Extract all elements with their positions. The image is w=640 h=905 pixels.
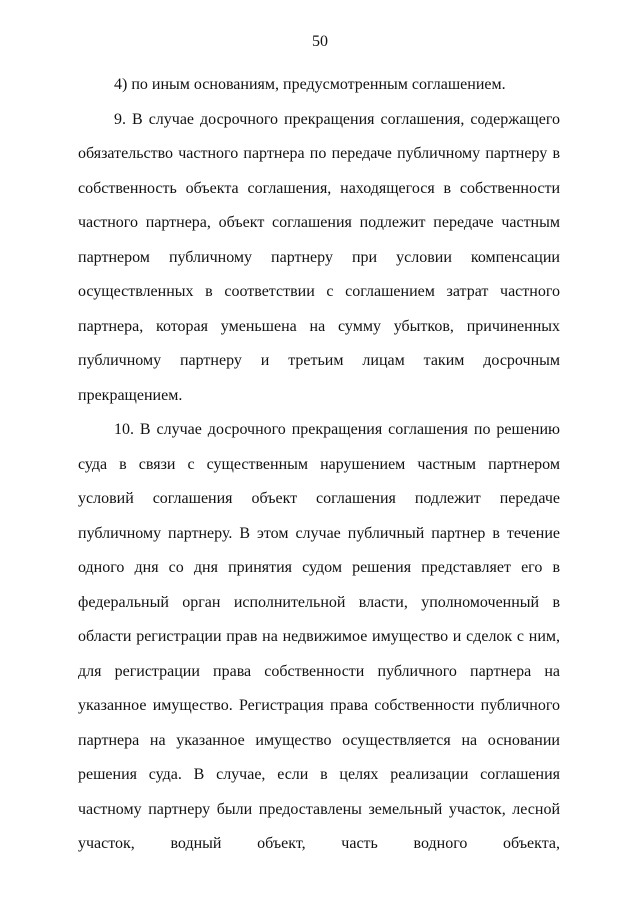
paragraph-clause-10: 10. В случае досрочного прекращения соглашения по решению суда в связи с существенным нарушением частным партнером условий соглашения объект соглашения подлежит передаче публичному партнеру. В этом случае публичный партнер в течение одного дня со дня принятия судом решения представляет его в федеральный орган исполнительной власти, уполномоченный в области регистрации прав на недвижимое имущество и сделок с ним, для регистрации права собственности публичного партнера на указанное имущество. Регистрация права собственности публичного партнера на указанное имущество осуществляется на основании решения суда. В случае, если в целях реализации соглашения частному партнеру были предоставлены земельный участок, лесной участок, водный объект, часть водного объекта, (78, 421, 560, 852)
document-body (78, 68, 560, 862)
paragraph-clause-9: 9. В случае досрочного прекращения соглашения, содержащего обязательство частного партнера по передаче публичному партнеру в собственность объекта соглашения, находящегося в собственности частного партнера, объект соглашения подлежит передаче частным партнером публичному партнеру при условии компенсации осуществленных в соответствии с соглашением затрат частного партнера, которая уменьшена на сумму убытков, причиненных публичному партнеру и третьим лицам таким досрочным прекращением. (78, 110, 560, 404)
paragraph-list-item-4: 4) по иным основаниям, предусмотренным соглашением. (114, 76, 506, 93)
page-number: 50 (312, 33, 328, 50)
